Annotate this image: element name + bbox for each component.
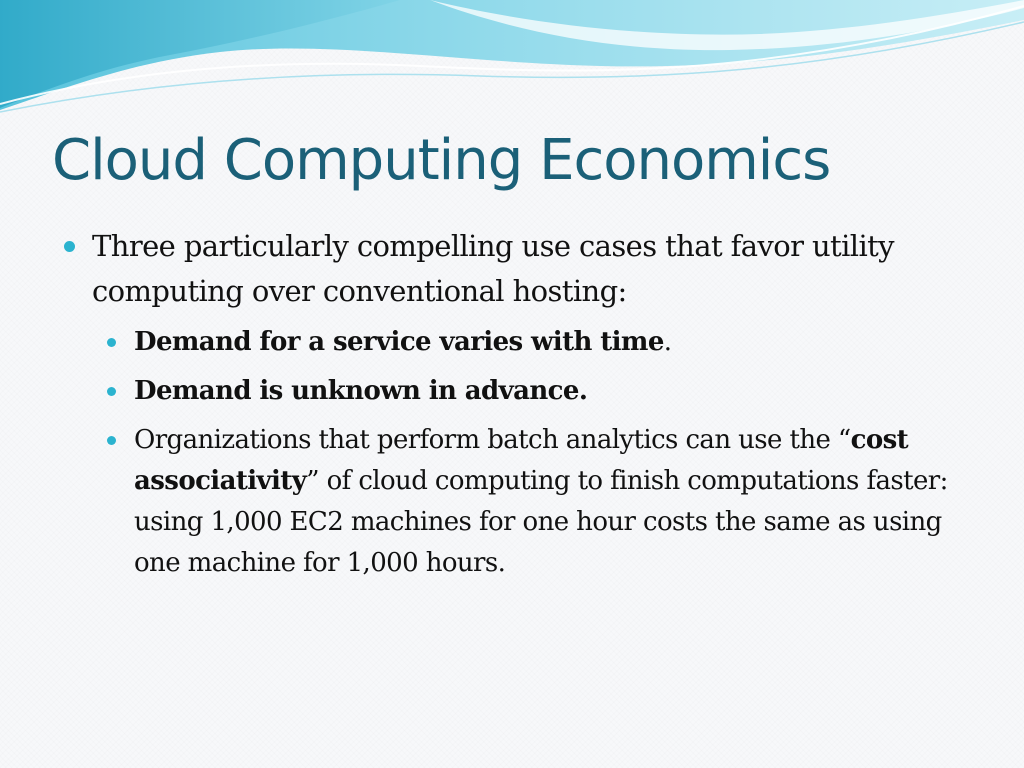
bullet-dot-icon [64,241,75,252]
bullet-dot-icon [107,338,116,347]
sub-bullet-batch-analytics [134,420,958,584]
sub-bullet-text-bold: Demand for a service varies with time [134,327,664,357]
slide-body [58,224,958,592]
cost-associativity-term: cost associativity [134,425,909,496]
main-bullet-text: Three particularly compelling use cases that favor utility computing over conventional hosting: [92,229,894,308]
sub-bullet-text: . [663,327,672,357]
bullet-dot-icon [107,387,116,396]
main-bullet [58,224,958,314]
slide-title: Cloud Computing Economics [52,128,831,193]
sub-bullet-text-bold: Demand is unknown in advance. [134,376,588,406]
sub-bullet-text: Organizations that perform batch analytics can use the “ [134,425,851,455]
sub-bullet-demand-unknown [134,371,958,412]
header-wave-decoration [0,0,1024,120]
sub-bullet-list [58,322,958,584]
bullet-dot-icon [107,436,116,445]
sub-bullet-demand-varies [134,322,958,363]
sub-bullet-text: ” of cloud computing to finish computations faster: using 1,000 EC2 machines for one hour costs the same as using one machine for 1,000 hours. [134,466,948,578]
